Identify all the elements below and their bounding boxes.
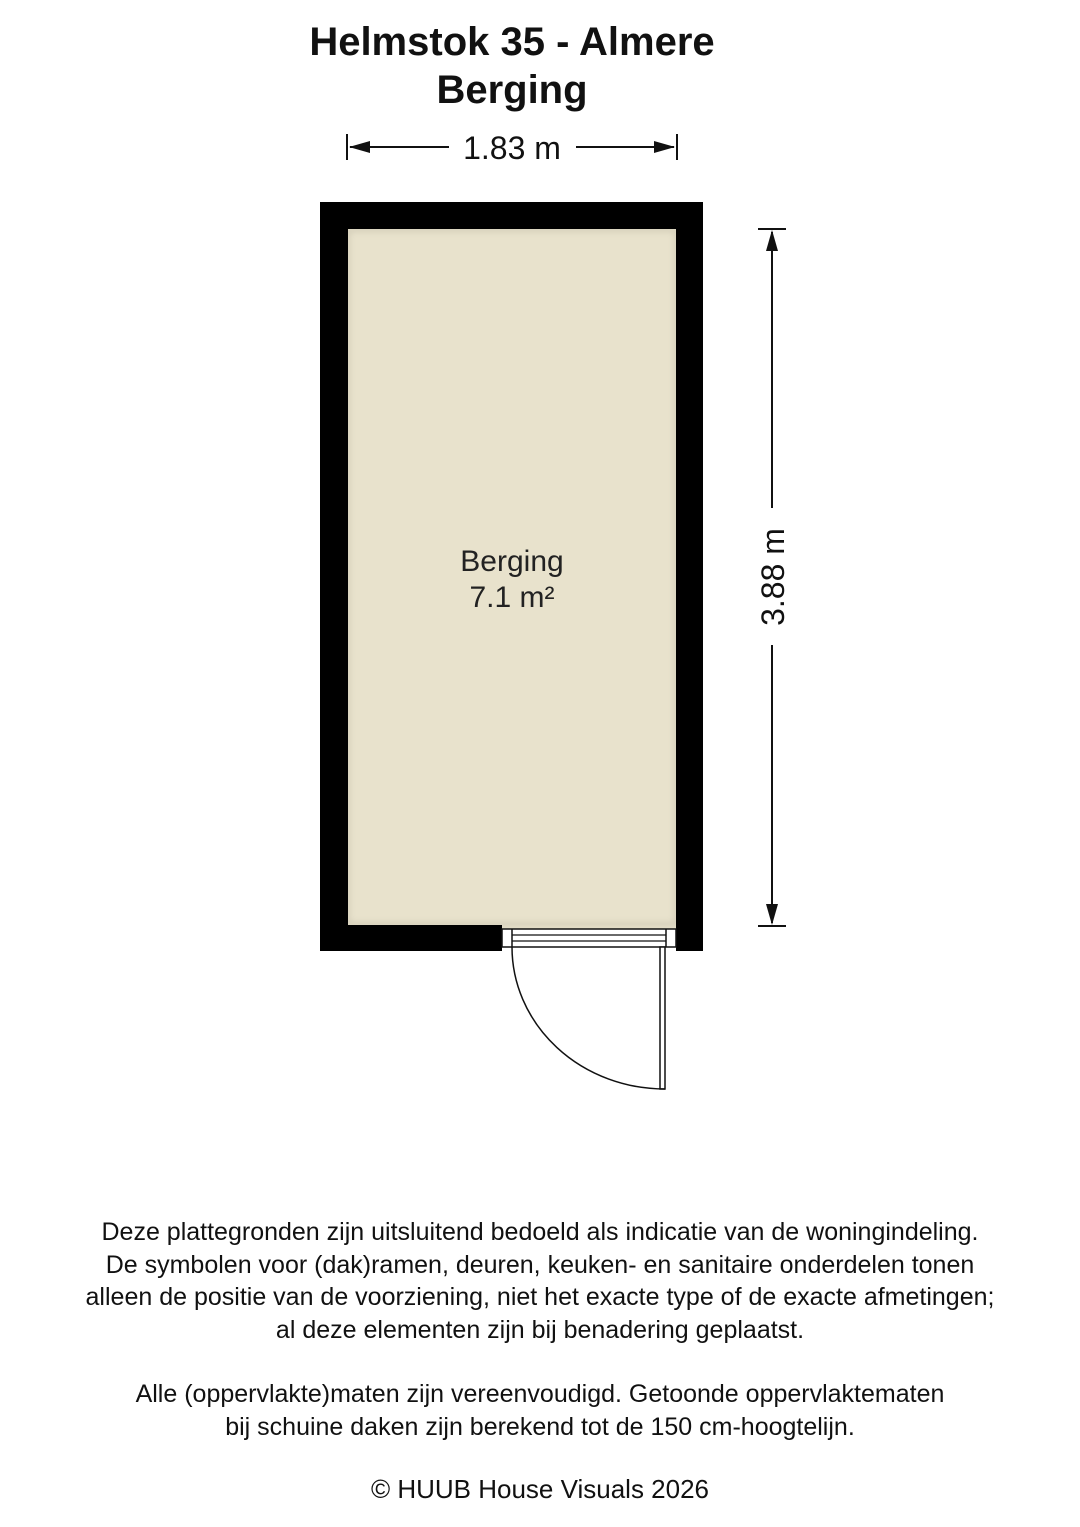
disclaimer-line: bij schuine daken zijn berekend tot de 150 cm-hoogtelijn.	[225, 1412, 855, 1441]
plan-title: Helmstok 35 - Almere	[309, 20, 715, 64]
room-area: 7.1 m²	[469, 581, 555, 614]
arrow-up-icon	[766, 230, 778, 251]
arrow-down-icon	[766, 904, 778, 925]
disclaimer-line: alleen de positie van de voorziening, niet het exacte type of de exacte afmetingen;	[85, 1283, 995, 1311]
height-dimension	[755, 229, 791, 926]
disclaimer-line: al deze elementen zijn bij benadering geplaatst.	[275, 1315, 805, 1344]
copyright: © HUUB House Visuals 2026	[370, 1474, 710, 1504]
disclaimer-line: De symbolen voor (dak)ramen, deuren, keuken- en sanitaire onderdelen tonen	[105, 1250, 975, 1279]
arrow-left-icon	[349, 141, 370, 153]
disclaimer-line: Alle (oppervlakte)maten zijn vereenvoudigd. Getoonde oppervlaktematen	[135, 1380, 945, 1408]
width-dimension	[347, 130, 677, 166]
plan-subtitle: Berging	[436, 68, 588, 112]
door	[502, 929, 676, 1089]
height-label: 3.88 m	[755, 528, 791, 626]
room-name: Berging	[460, 545, 564, 578]
disclaimer-line: Deze plattegronden zijn uitsluitend bedoeld als indicatie van de woningindeling.	[101, 1218, 979, 1246]
disclaimer-paragraph-2	[0, 1378, 1080, 1443]
width-label: 1.83 m	[463, 130, 561, 166]
door-leaf	[660, 947, 665, 1089]
door-swing-arc	[512, 947, 665, 1089]
arrow-right-icon	[654, 141, 675, 153]
disclaimer-paragraph-1	[0, 1216, 1080, 1346]
